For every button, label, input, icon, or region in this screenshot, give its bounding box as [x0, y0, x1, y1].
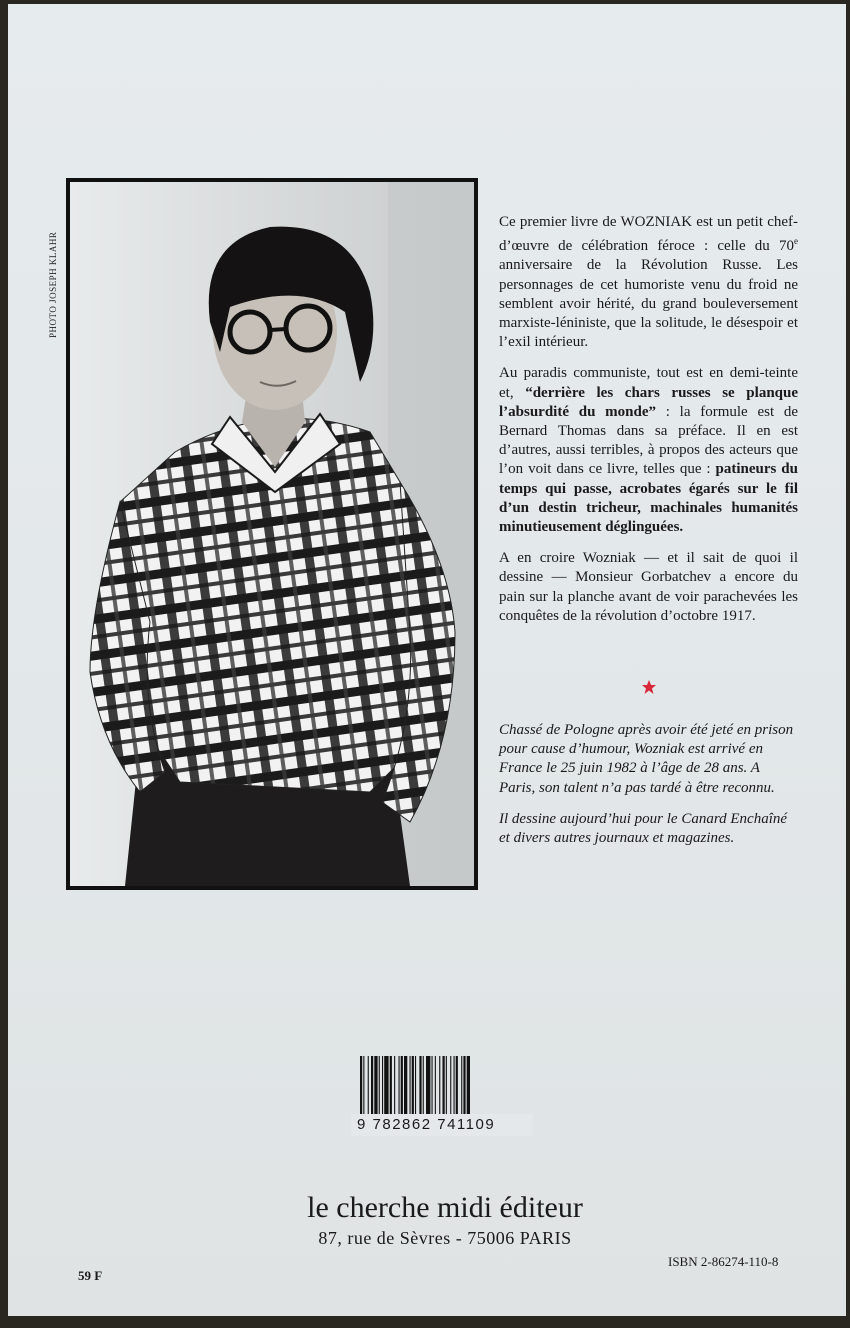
blurb-paragraph: [499, 549, 798, 626]
author-photo: [66, 178, 478, 890]
author-portrait-illustration: [70, 182, 474, 886]
red-star-icon: [641, 679, 657, 695]
blurb-p2-phrases: patineurs du temps qui passe, acrobates égarés sur le fil d’un destin tricheur, machinales humanités minutieusement déglinguées.: [499, 461, 798, 536]
blurb-p1-sup: e: [794, 236, 798, 247]
author-bio: [499, 721, 796, 860]
blurb-p2-a: Au paradis communiste, tout est en demi-teinte et,: [499, 365, 798, 401]
publisher-address: 87, rue de Sèvres - 75006 PARIS: [318, 1228, 572, 1248]
blurb-p3: A en croire Wozniak — et il sait de quoi il dessine — Monsieur Gorbatchev a encore du pain sur la planche avant de voir parachevées les conquêtes de la révolution d’octobre 1917.: [499, 550, 798, 624]
price: 59 F: [78, 1268, 103, 1283]
bio-paragraph: Chassé de Pologne après avoir été jeté en prison pour cause d’humour, Wozniak est arrivé en France le 25 juin 1982 à l’âge de 28 ans. A Paris, son talent n’a pas tardé à être reconnu.: [499, 722, 794, 796]
blurb-p2-c: : la formule est de Bernard Thomas dans sa préface. Il en est d’autres, aussi terribles, à propos des acteurs que l’on voit dans ce livre, telles que :: [499, 403, 799, 478]
barcode-digits: 9 782862 741109: [351, 1114, 533, 1136]
blurb-p1-a: Ce premier livre de WOZNIAK est un petit chef-d’œuvre de célébration féroce : celle du 70: [499, 214, 798, 255]
blurb-paragraph: [499, 213, 798, 352]
blurb-paragraph: [499, 364, 798, 537]
publisher-name: le cherche midi éditeur: [307, 1191, 583, 1224]
blurb-text: [499, 213, 798, 638]
blurb-p1-b: anniversaire de la Révolution Russe. Les personnages de cet humoriste venu du froid ne semblent avoir hérité, du grand bouleversement marxiste-léniniste, que la solitude, le désespoir et l’exil intérieur.: [499, 257, 798, 351]
isbn: ISBN 2-86274-110-8: [668, 1254, 779, 1269]
blurb-p2-quote: “derrière les chars russes se planque l’absurdité du monde”: [499, 384, 799, 420]
bio-paragraph: Il dessine aujourd’hui pour le Canard Enchaîné et divers autres journaux et magazines.: [499, 810, 788, 847]
photo-credit: PHOTO JOSEPH KLAHR: [48, 231, 58, 338]
